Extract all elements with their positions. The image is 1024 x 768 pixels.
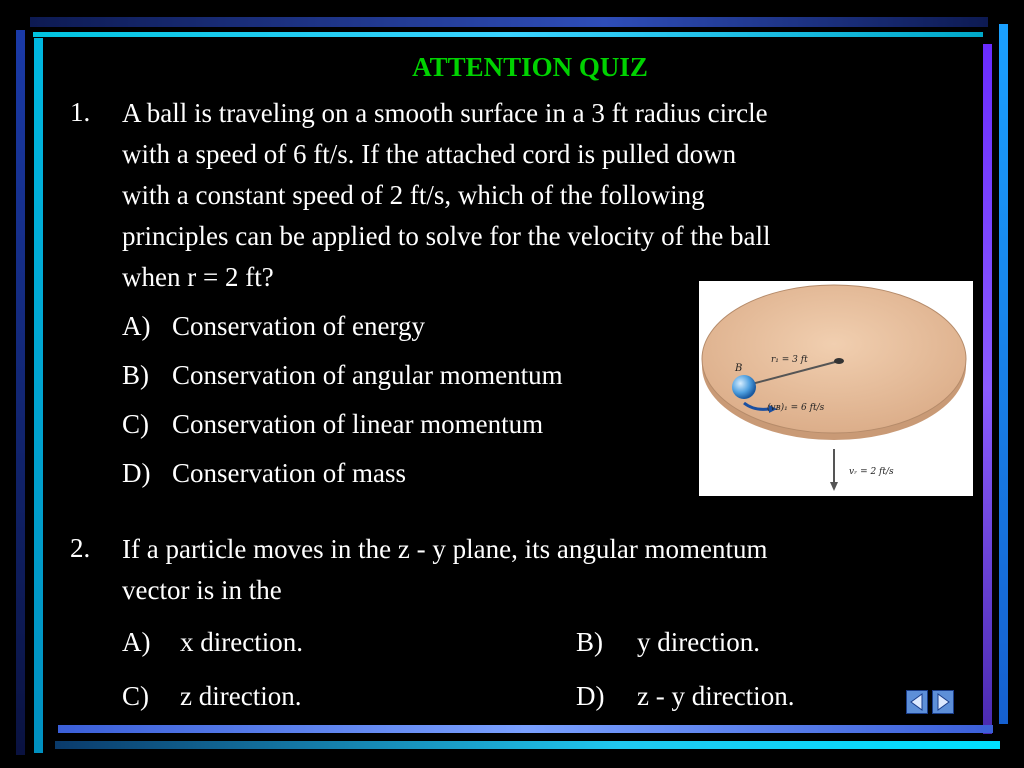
option-letter: A) (122, 311, 151, 341)
option-text: Conservation of mass (172, 458, 406, 488)
question-1-line: when r = 2 ft? (122, 262, 274, 292)
triangle-right-icon (933, 691, 953, 713)
frame-bottom-cyan (55, 741, 1000, 749)
triangle-left-icon (907, 691, 927, 713)
option-letter: A) (122, 627, 151, 657)
frame-right-blue (999, 24, 1008, 724)
frame-top-cyan (33, 32, 983, 37)
question-1-line: A ball is traveling on a smooth surface in a 3 ft radius circle (122, 98, 768, 128)
slide-title: ATTENTION QUIZ (412, 52, 648, 82)
option-text: z - y direction. (637, 681, 795, 711)
option-text: z direction. (180, 681, 302, 711)
frame-bottom-blue (58, 725, 993, 733)
frame-top-dark (30, 17, 988, 27)
option-text: Conservation of linear momentum (172, 409, 544, 439)
option-letter: B) (576, 627, 603, 657)
option-letter: C) (122, 681, 149, 711)
figure-label-r1: r₁ = 3 ft (771, 355, 808, 365)
question-1-line: with a speed of 6 ft/s. If the attached cord is pulled down (122, 139, 737, 169)
frame-right-purple (983, 44, 992, 734)
question-1-number: 1. (70, 97, 91, 127)
figure-label-vb: (vʙ)₁ = 6 ft/s (767, 403, 825, 413)
figure-label-b: B (735, 363, 743, 374)
option-text: x direction. (180, 627, 303, 657)
ball-disk-diagram (699, 281, 973, 496)
option-text: y direction. (637, 627, 760, 657)
figure-label-vr: vᵣ = 2 ft/s (849, 467, 894, 477)
prev-slide-button[interactable] (906, 690, 928, 714)
question-1-line: principles can be applied to solve for the velocity of the ball (122, 221, 771, 251)
option-letter: B) (122, 360, 149, 390)
ball-on-disk-figure (699, 281, 973, 496)
question-2-number: 2. (70, 533, 91, 563)
option-text: Conservation of energy (172, 311, 425, 341)
frame-left-cyan (34, 38, 43, 753)
question-1-line: with a constant speed of 2 ft/s, which of the following (122, 180, 705, 210)
option-letter: C) (122, 409, 149, 439)
next-slide-button[interactable] (932, 690, 954, 714)
question-2-line: If a particle moves in the z - y plane, its angular momentum (122, 534, 768, 564)
frame-left-dark (16, 30, 25, 755)
option-letter: D) (122, 458, 151, 488)
option-letter: D) (576, 681, 605, 711)
question-2-line: vector is in the (122, 575, 282, 605)
option-text: Conservation of angular momentum (172, 360, 563, 390)
